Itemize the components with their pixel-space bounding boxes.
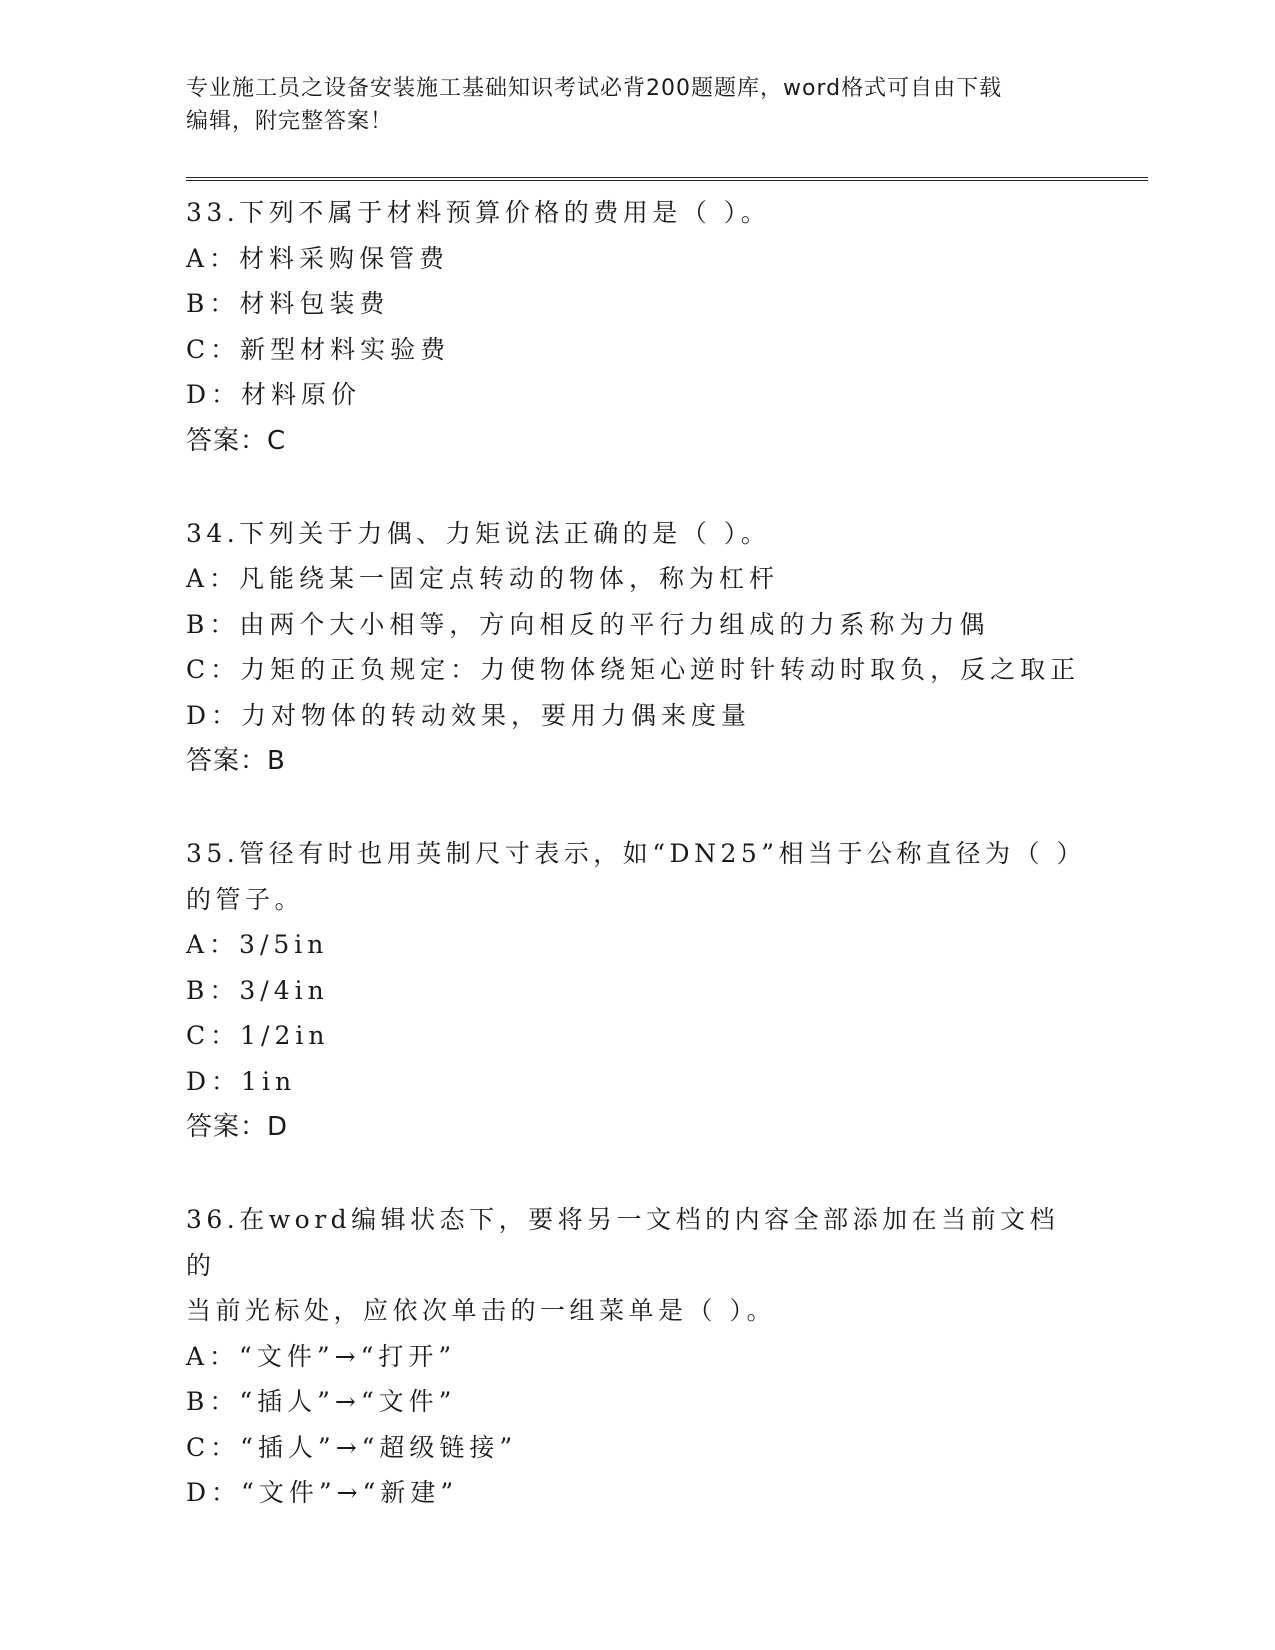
- option-b: B：由两个大小相等，方向相反的平行力组成的力系称为力偶: [186, 609, 990, 639]
- option-c: C：1/2in: [186, 1021, 330, 1050]
- option-b: B：材料包装费: [186, 289, 390, 318]
- question-stem-continued: 的管子。: [186, 884, 305, 914]
- question-stem: 35.管径有时也用英制尺寸表示，如“DN25”相当于公称直径为（ ）: [186, 839, 1086, 868]
- question-35: [186, 831, 1086, 1150]
- option-c: C：“插人”→“超级链接”: [186, 1432, 518, 1462]
- option-d: D：1in: [186, 1066, 297, 1096]
- answer-line: 答案：B: [186, 746, 286, 776]
- question-34: [186, 511, 1086, 785]
- header-line-1: 专业施工员之设备安装施工基础知识考试必背200题题库，word格式可自由下载: [186, 76, 1003, 101]
- question-36: [186, 1197, 1086, 1516]
- question-stem: 33.下列不属于材料预算价格的费用是（ ）。: [186, 198, 771, 227]
- answer-line: 答案：D: [186, 1112, 289, 1142]
- option-a: A：“文件”→“打开”: [186, 1341, 457, 1371]
- question-33: [186, 190, 1086, 464]
- question-stem-continued: 当前光标处，应依次单击的一组菜单是（ ）。: [186, 1296, 776, 1325]
- option-d: D：材料原价: [186, 380, 362, 409]
- question-list: [186, 190, 1086, 1563]
- header-line-2: 编辑，附完整答案！: [186, 109, 394, 134]
- question-stem: 34.下列关于力偶、力矩说法正确的是（ ）。: [186, 518, 771, 548]
- answer-line: 答案：C: [186, 425, 287, 456]
- header-divider: [186, 177, 1148, 181]
- option-d: D：“文件”→“新建”: [186, 1478, 459, 1507]
- question-stem: 36.在word编辑状态下，要将另一文档的内容全部添加在当前文档的: [186, 1205, 1060, 1280]
- option-d: D：力对物体的转动效果，要用力偶来度量: [186, 700, 752, 730]
- option-a: A：凡能绕某一固定点转动的物体，称为杠杆: [186, 564, 780, 593]
- option-b: B：“插人”→“文件”: [186, 1387, 457, 1416]
- document-header: [186, 72, 1066, 138]
- option-a: A：3/5in: [186, 930, 329, 959]
- option-b: B：3/4in: [186, 975, 329, 1005]
- option-a: A：材料采购保管费: [186, 243, 450, 273]
- option-c: C：新型材料实验费: [186, 334, 451, 364]
- option-c: C：力矩的正负规定：力使物体绕矩心逆时针转动时取负，反之取正: [186, 655, 1081, 684]
